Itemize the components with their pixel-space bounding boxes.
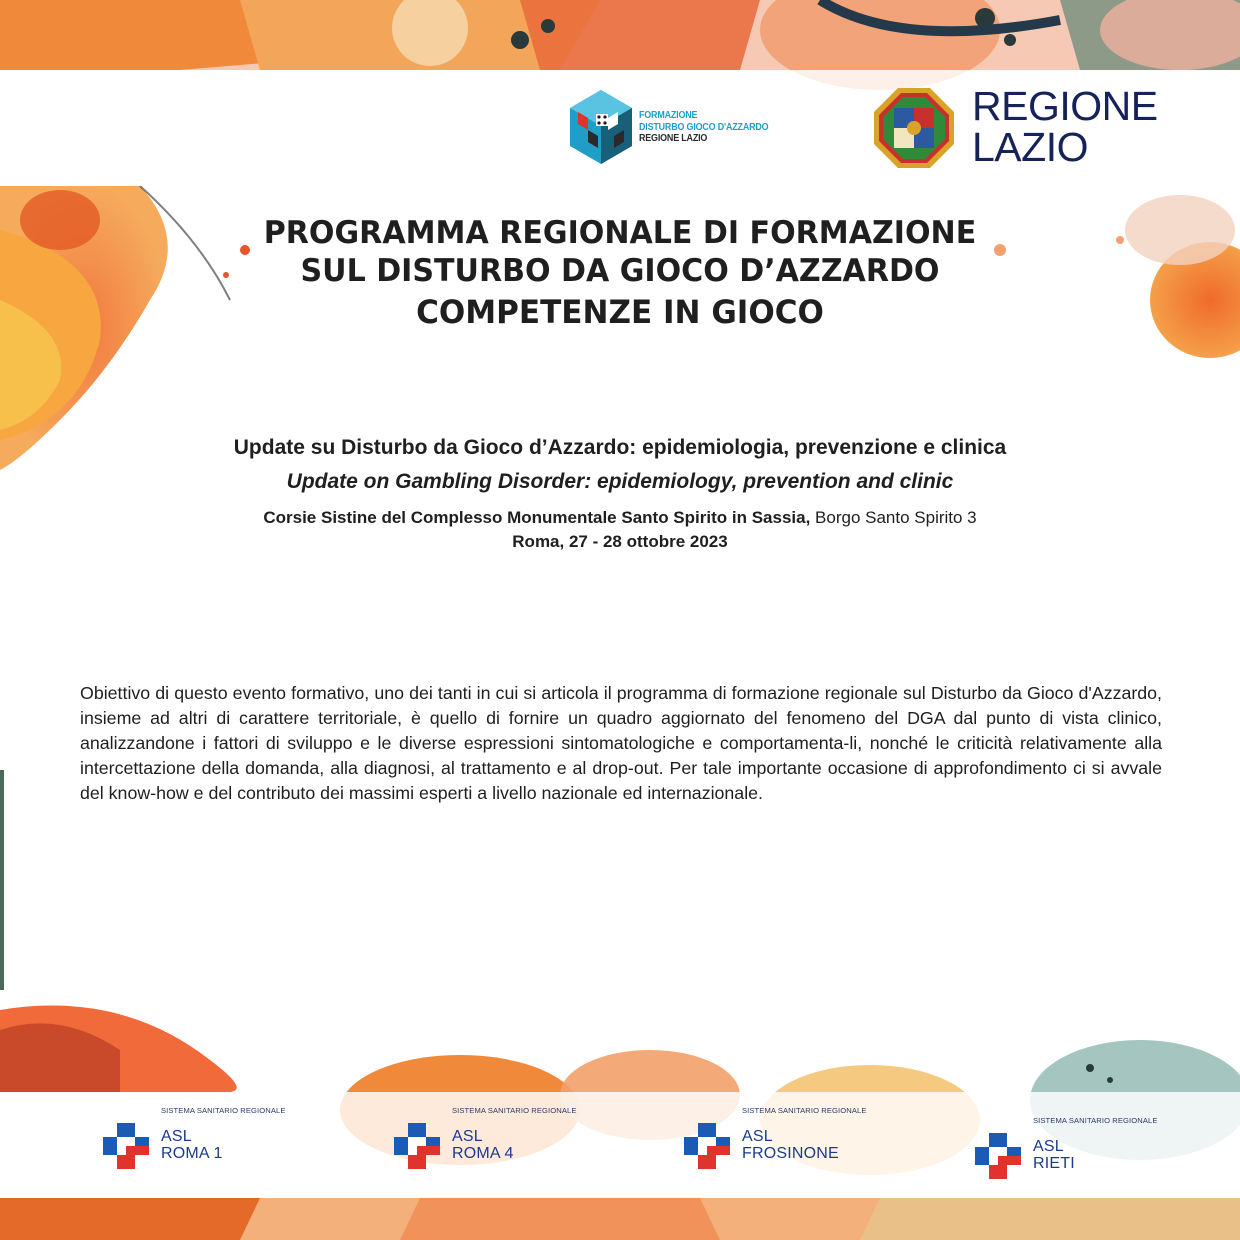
- title-line2: SUL DISTURBO DA GIOCO D’AZZARDO: [300, 253, 940, 289]
- venue-address: Borgo Santo Spirito 3: [810, 508, 977, 527]
- regione-lazio-emblem-icon: [872, 86, 956, 170]
- title-line3: COMPETENZE IN GIOCO: [416, 293, 824, 331]
- fdga-cube-logo-icon: [566, 88, 636, 168]
- fdga-logo: [566, 88, 769, 168]
- venue-name: Corsie Sistine del Complesso Monumentale Santo Spirito in Sassia,: [263, 508, 811, 527]
- asl-roma4-logo: [394, 1106, 624, 1186]
- asl-system-label: SISTEMA SANITARIO REGIONALE: [452, 1106, 577, 1115]
- asl-rieti-logo: [975, 1116, 1205, 1196]
- regione-logo-line1: REGIONE: [972, 83, 1158, 129]
- page-title: [0, 214, 1240, 332]
- asl-line1: ASL: [452, 1128, 483, 1145]
- asl-cross-icon: [684, 1123, 730, 1169]
- regione-lazio-logo: [872, 83, 1172, 172]
- event-title-english: Update on Gambling Disorder: epidemiology, prevention and clinic: [286, 470, 954, 493]
- asl-line2: RIETI: [1033, 1155, 1075, 1172]
- event-info: [0, 434, 1240, 554]
- asl-line1: ASL: [161, 1128, 192, 1145]
- fdga-logo-line1: FORMAZIONE: [639, 109, 698, 121]
- fdga-logo-line3: REGIONE LAZIO: [639, 132, 708, 144]
- asl-system-label: SISTEMA SANITARIO REGIONALE: [742, 1106, 867, 1115]
- asl-frosinone-logo: [684, 1106, 914, 1186]
- asl-cross-icon: [975, 1133, 1021, 1179]
- asl-line1: ASL: [742, 1128, 773, 1145]
- fdga-logo-line2: DISTURBO GIOCO D'AZZARDO: [639, 120, 769, 133]
- asl-line2: FROSINONE: [742, 1145, 839, 1162]
- asl-cross-icon: [394, 1123, 440, 1169]
- asl-system-label: SISTEMA SANITARIO REGIONALE: [1033, 1116, 1158, 1125]
- asl-line2: ROMA 4: [452, 1145, 514, 1162]
- asl-roma1-logo: [103, 1106, 333, 1186]
- asl-line1: ASL: [1033, 1138, 1064, 1155]
- event-title-italian: Update su Disturbo da Gioco d’Azzardo: epidemiologia, prevenzione e clinica: [233, 436, 1007, 459]
- asl-system-label: SISTEMA SANITARIO REGIONALE: [161, 1106, 286, 1115]
- regione-logo-line2: LAZIO: [972, 124, 1088, 170]
- title-line1: PROGRAMMA REGIONALE DI FORMAZIONE: [263, 215, 977, 251]
- event-date: Roma, 27 - 28 ottobre 2023: [512, 532, 728, 551]
- asl-line2: ROMA 1: [161, 1145, 223, 1162]
- event-venue: [0, 506, 1240, 530]
- event-description: Obiettivo di questo evento formativo, uno dei tanti in cui si articola il programma di formazione regionale sul Disturbo da Gioco d'Azzardo, insieme ad altri di carattere territoriale, è quello di fornire un quadro aggiornato del fenomeno del DGA dal punto di vista clinico, analizzandone i fattori di sviluppo e le diverse espressioni sintomatologiche e comportamenta-li, nonché le criticità relativamente alla intercettazione della domanda, alla diagnosi, al trattamento e al drop-out. Per tale importante occasione di approfondimento ci si avvale del know-how e del contributo dei massimi esperti a livello nazionale ed internazionale.: [80, 683, 1162, 803]
- asl-cross-icon: [103, 1123, 149, 1169]
